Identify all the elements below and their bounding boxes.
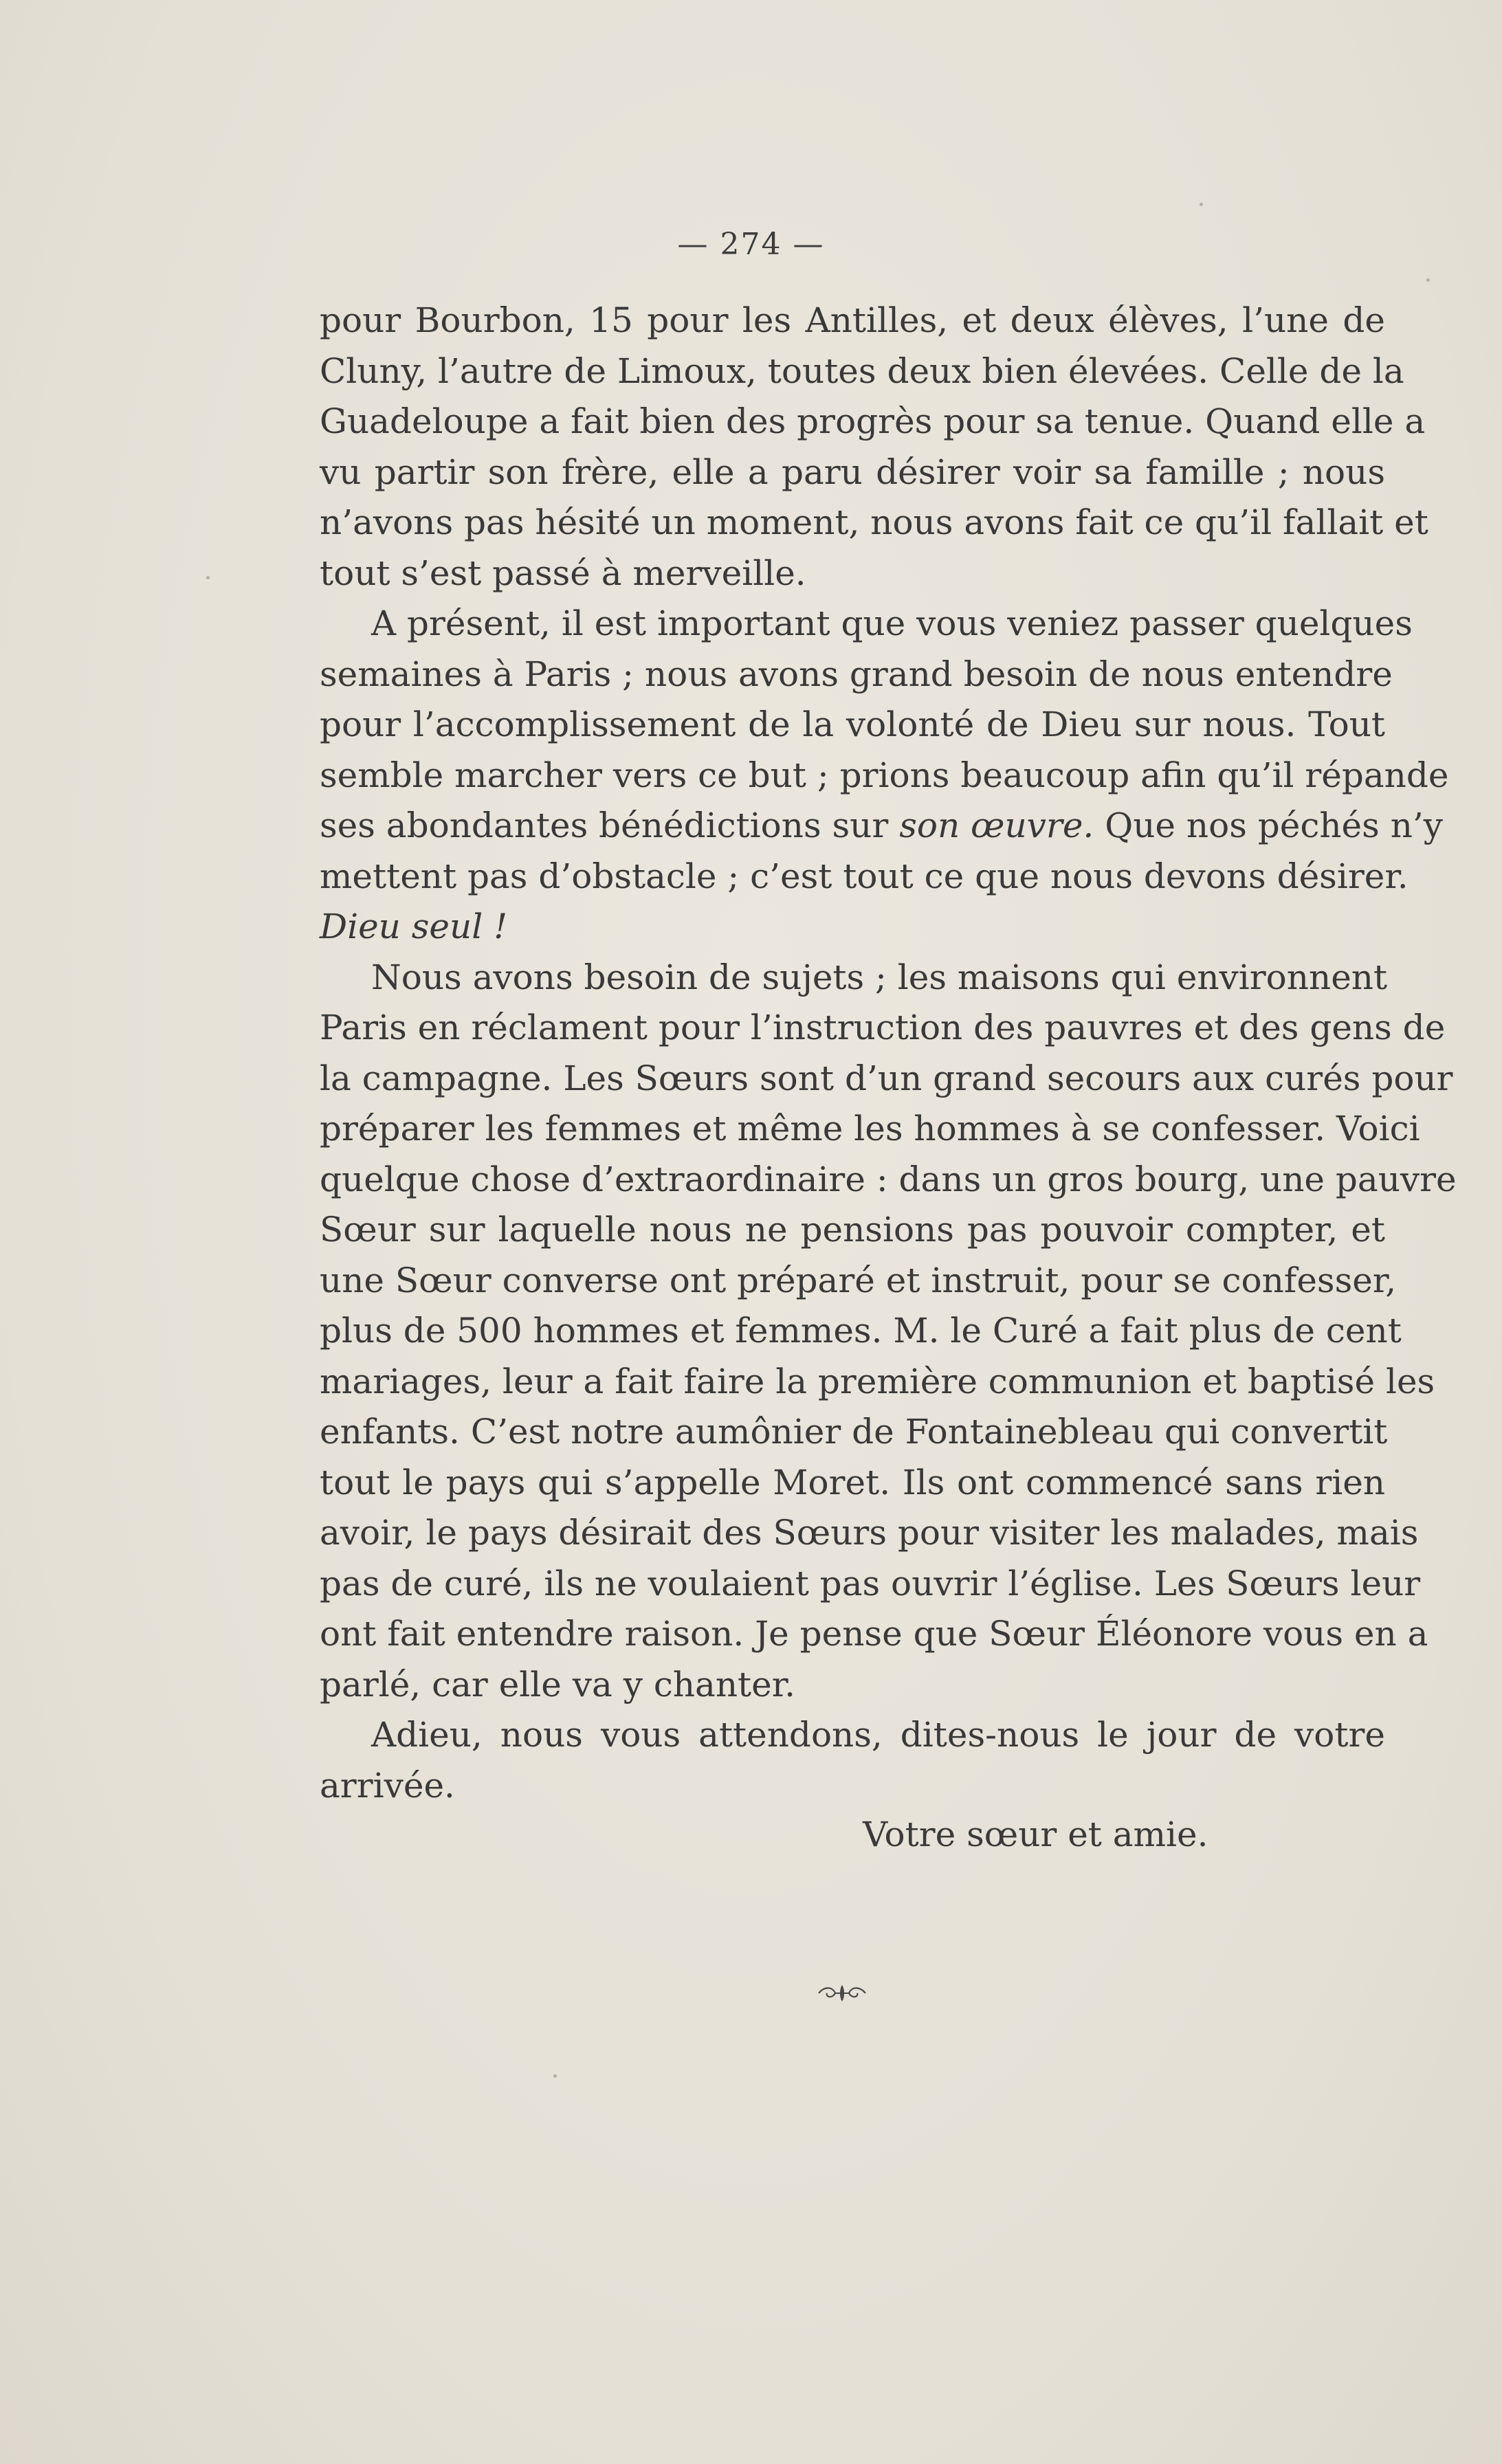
text-line: Sœur sur laquelle nous ne pensions pas pouvoir compter, et — [320, 1210, 1385, 1250]
text-line: A présent, il est important que vous veniez passer quelques — [371, 603, 1413, 643]
text-line: la campagne. Les Sœurs sont d’un grand secours aux curés pour — [320, 1058, 1453, 1098]
text-line: vu partir son frère, elle a paru désirer voir sa famille ; nous — [320, 452, 1385, 492]
text-line: Adieu, nous vous attendons, dites-nous le jour de votre — [371, 1715, 1385, 1755]
text-line: Paris en réclament pour l’instruction des pauvres et des gens de — [320, 1008, 1446, 1047]
paper-speck — [1200, 203, 1203, 206]
text-line: préparer les femmes et même les hommes à se confesser. Voici — [320, 1109, 1420, 1148]
paragraph-3 — [320, 953, 1457, 1711]
text-line: Guadeloupe a fait bien des progrès pour sa tenue. Quand elle a — [320, 401, 1426, 441]
paper-speck — [206, 576, 210, 579]
text-line: arrivée. — [320, 1765, 455, 1806]
text-line: pour l’accomplissement de la volonté de Dieu sur nous. Tout — [320, 704, 1385, 744]
text-line: une Sœur converse ont préparé et instruit, pour se confesser, — [320, 1260, 1397, 1300]
italic-phrase: son œuvre. — [899, 806, 1094, 845]
paragraph-4 — [320, 1710, 1385, 1811]
text-line: mariages, leur a fait faire la première communion et baptisé les — [320, 1361, 1435, 1401]
signature-line: Votre sœur et amie. — [863, 1814, 1208, 1854]
text-line: tout s’est passé à merveille. — [320, 553, 806, 593]
text-line: enfants. C’est notre aumônier de Fontainebleau qui convertit — [320, 1412, 1388, 1452]
paper-speck — [1426, 278, 1430, 282]
text-line: tout le pays qui s’appelle Moret. Ils ont commencé sans rien — [320, 1462, 1385, 1502]
body-text — [320, 296, 1457, 1811]
text-line: plus de 500 hommes et femmes. M. le Curé a fait plus de cent — [320, 1311, 1402, 1351]
text-line: semaines à Paris ; nous avons grand besoin de nous entendre — [320, 654, 1393, 694]
text-line: semble marcher vers ce but ; prions beaucoup afin qu’il répande — [320, 755, 1449, 795]
page-number: — 274 — — [677, 227, 825, 262]
paper-speck — [553, 2074, 557, 2078]
text-line-with-italic — [320, 801, 1444, 852]
text-line: pas de curé, ils ne voulaient pas ouvrir l’église. Les Sœurs leur — [320, 1563, 1421, 1603]
text-line: ont fait entendre raison. Je pense que Sœur Éléonore vous en a — [320, 1614, 1428, 1654]
text-line: parlé, car elle va y chanter. — [320, 1664, 796, 1705]
text-line: pour Bourbon, 15 pour les Antilles, et deux élèves, l’une de — [320, 300, 1385, 340]
text-line: Cluny, l’autre de Limoux, toutes deux bien élevées. Celle de la — [320, 351, 1404, 391]
italic-closing: Dieu seul ! — [320, 907, 508, 946]
text-line: avoir, le pays désirait des Sœurs pour visiter les malades, mais — [320, 1513, 1419, 1553]
text-segment: ses abondantes bénédictions sur — [320, 806, 889, 845]
text-line: mettent pas d’obstacle ; c’est tout ce que nous devons désirer. — [320, 856, 1409, 896]
text-line: quelque chose d’extraordinaire : dans un gros bourg, une pauvre — [320, 1159, 1457, 1199]
text-line — [320, 902, 1385, 953]
text-line: n’avons pas hésité un moment, nous avons fait ce qu’il fallait et — [320, 502, 1428, 542]
text-segment: Que nos péchés n’y — [1094, 806, 1444, 845]
fleuron-ornament-icon — [815, 1979, 870, 2007]
text-line: Nous avons besoin de sujets ; les maisons qui environnent — [371, 957, 1388, 997]
paragraph-2 — [320, 599, 1449, 953]
paragraph-1 — [320, 296, 1428, 599]
